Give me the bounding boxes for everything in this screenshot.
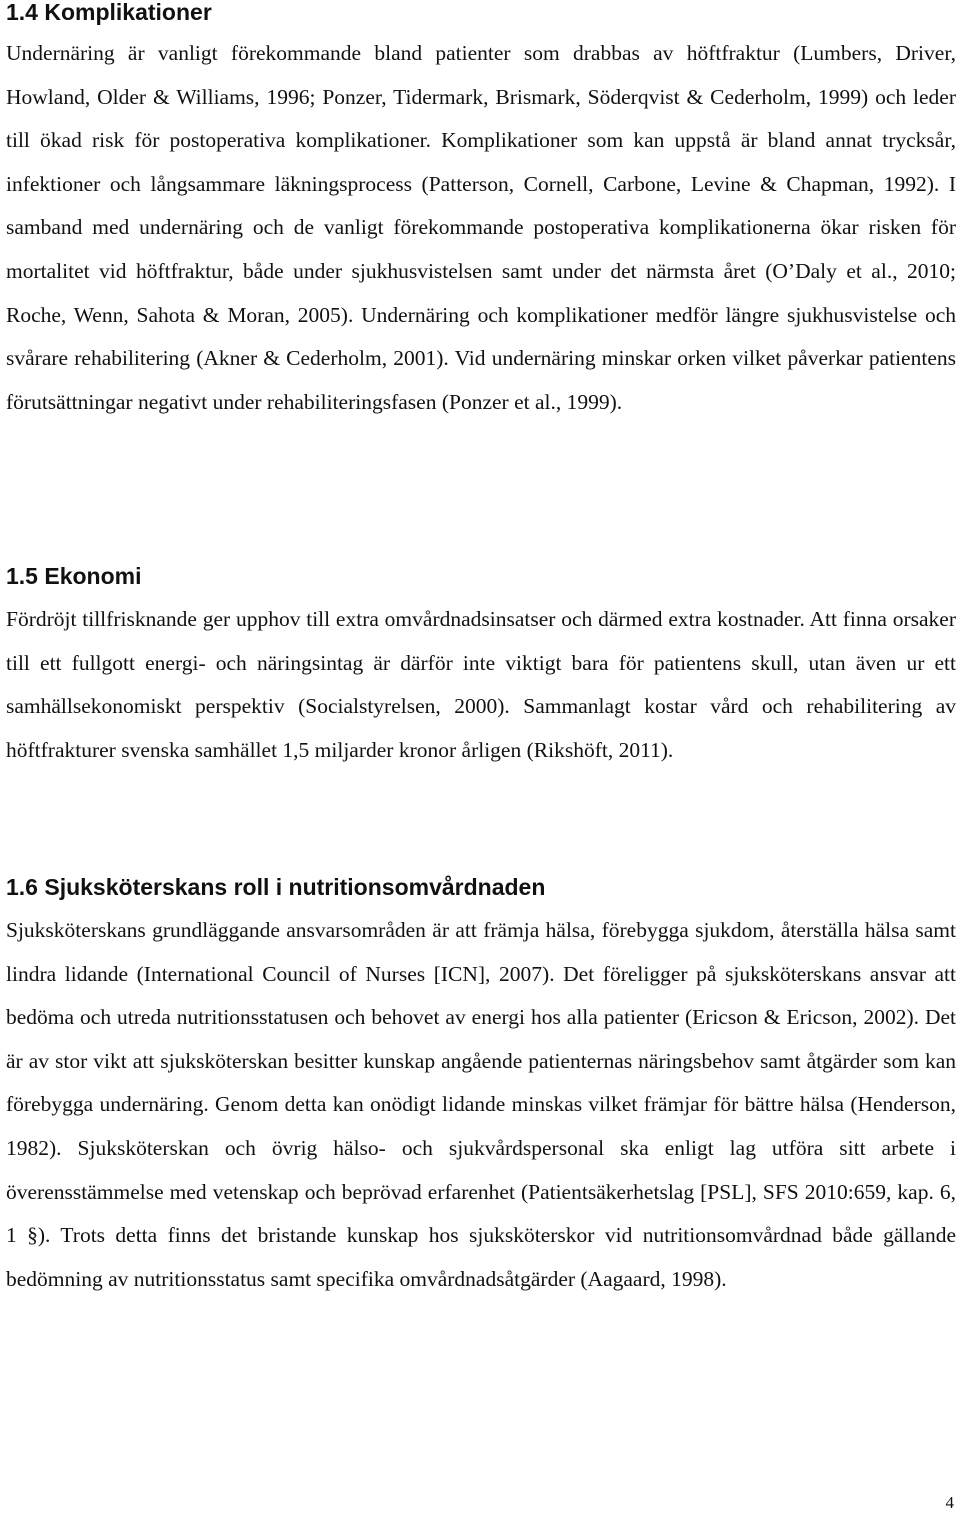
section-heading: 1.4 Komplikationer [6, 0, 212, 25]
section-komplikationer [6, 0, 956, 424]
section-paragraph: Undernäring är vanligt förekommande bland patienter som drabbas av höftfraktur (Lumbers, Driver, Howland, Older & Williams, 1996; Ponzer, Tidermark, Brismark, Söderqvist & Cederholm, 1999) och leder till ökad risk för postoperativa komplikationer. Komplikationer som kan uppstå är bland annat trycksår, infektioner och långsammare läkningsprocess (Patterson, Cornell, Carbone, Levine & Chapman, 1992). I samband med undernäring och de vanligt förekommande postoperativa komplikationerna ökar risken för mortalitet vid höftfraktur, både under sjukhusvistelsen samt under det närmsta året (O’Daly et al., 2010; Roche, Wenn, Sahota & Moran, 2005). Undernäring och komplikationer medför längre sjukhusvistelse och svårare rehabilitering (Akner & Cederholm, 2001). Vid undernäring minskar orken vilket påverkar patientens förutsättningar negativt under rehabiliteringsfasen (Ponzer et al., 1999). [6, 41, 956, 414]
section-sjukskoterskans-roll [6, 875, 956, 1301]
section-ekonomi [6, 564, 956, 772]
section-heading: 1.6 Sjuksköterskans roll i nutritionsomvårdnaden [6, 874, 546, 900]
section-heading: 1.5 Ekonomi [6, 563, 142, 589]
page-number: 4 [945, 1493, 954, 1512]
section-paragraph: Sjuksköterskans grundläggande ansvarsområden är att främja hälsa, förebygga sjukdom, återställa hälsa samt lindra lidande (International Council of Nurses [ICN], 2007). Det föreligger på sjuksköterskans ansvar att bedöma och utreda nutritionsstatusen och behovet av energi hos alla patienter (Ericson & Ericson, 2002). Det är av stor vikt att sjuksköterskan besitter kunskap angående patienternas näringsbehov samt åtgärder som kan förebygga undernäring. Genom detta kan onödigt lidande minskas vilket främjar för bättre hälsa (Henderson, 1982). Sjuksköterskan och övrig hälso- och sjukvårdspersonal ska enligt lag utföra sitt arbete i överensstämmelse med vetenskap och beprövad erfarenhet (Patientsäkerhetslag [PSL], SFS 2010:659, kap. 6, 1 §). Trots detta finns det bristande kunskap hos sjuksköterskor vid nutritionsomvårdnad både gällande bedömning av nutritionsstatus samt specifika omvårdnadsåtgärder (Aagaard, 1998). [6, 918, 956, 1291]
section-paragraph: Fördröjt tillfrisknande ger upphov till extra omvårdnadsinsatser och därmed extra kostnader. Att finna orsaker till ett fullgott energi- och näringsintag är därför inte viktigt bara för patientens skull, utan även ur ett samhällsekonomiskt perspektiv (Socialstyrelsen, 2000). Sammanlagt kostar vård och rehabilitering av höftfrakturer svenska samhället 1,5 miljarder kronor årligen (Rikshöft, 2011). [6, 607, 956, 762]
